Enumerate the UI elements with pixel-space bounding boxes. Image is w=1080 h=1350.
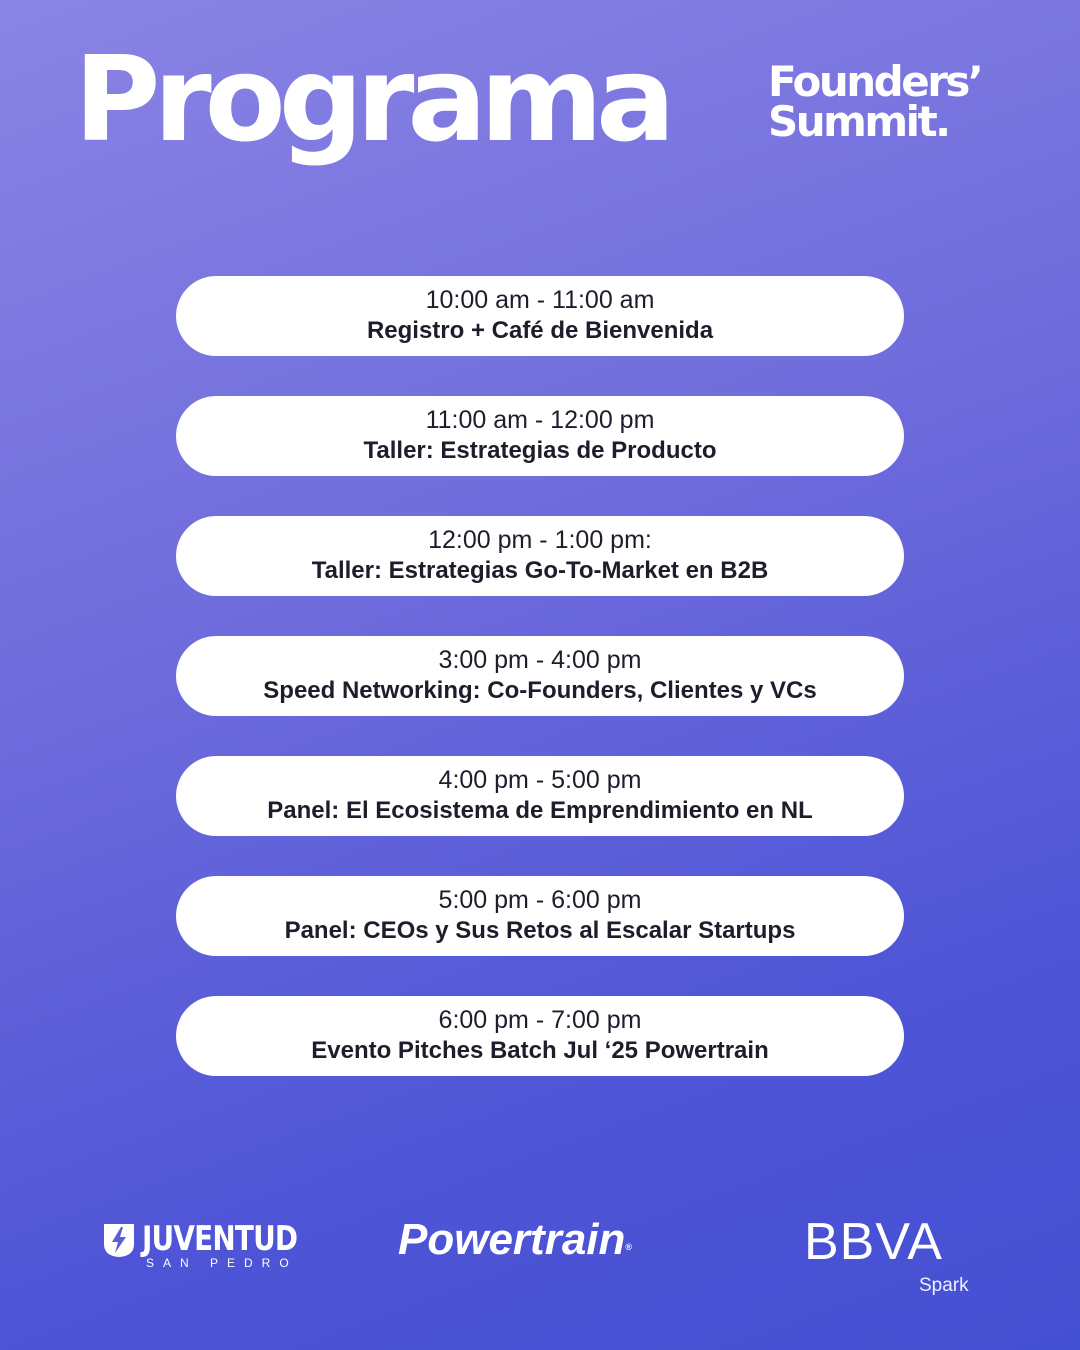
schedule-item <box>176 996 904 1076</box>
juventud-san-pedro-logo <box>102 1219 331 1270</box>
juventud-wordmark: JUVENTUD <box>142 1219 298 1259</box>
bbva-spark-label: Spark <box>919 1275 969 1296</box>
page-title: Programa <box>74 30 669 168</box>
schedule-event: Evento Pitches Batch Jul ‘25 Powertrain <box>311 1037 769 1064</box>
schedule-item <box>176 876 904 956</box>
schedule-event: Taller: Estrategias de Producto <box>363 437 717 464</box>
bbva-logo: BBVA <box>804 1213 943 1271</box>
powertrain-wordmark: Powertrain <box>398 1215 626 1264</box>
founders-summit-logo <box>768 57 982 146</box>
brand-line-1: Founders’ <box>768 57 982 106</box>
juventud-subtitle: SAN PEDRO <box>146 1256 298 1270</box>
schedule-item <box>176 516 904 596</box>
schedule-time: 12:00 pm - 1:00 pm: <box>428 526 652 554</box>
sponsor-logos <box>0 1210 1080 1310</box>
schedule-item <box>176 636 904 716</box>
schedule-event: Registro + Café de Bienvenida <box>366 317 714 344</box>
powertrain-logo <box>398 1215 633 1269</box>
schedule-item <box>176 396 904 476</box>
schedule-time: 5:00 pm - 6:00 pm <box>438 886 642 914</box>
schedule-event: Taller: Estrategias Go-To-Market en B2B <box>311 557 769 584</box>
registered-mark: ® <box>625 1242 633 1252</box>
schedule-event: Panel: El Ecosistema de Emprendimiento en NL <box>267 797 813 824</box>
schedule-time: 4:00 pm - 5:00 pm <box>438 766 642 794</box>
lightning-shield-icon <box>102 1222 136 1258</box>
schedule-list <box>176 276 904 1116</box>
schedule-time: 10:00 am - 11:00 am <box>425 286 655 314</box>
schedule-time: 11:00 am - 12:00 pm <box>425 406 655 434</box>
brand-line-2: Summit. <box>768 97 949 146</box>
schedule-time: 6:00 pm - 7:00 pm <box>438 1006 642 1034</box>
schedule-event: Speed Networking: Co-Founders, Clientes y VCs <box>263 677 817 704</box>
schedule-item <box>176 756 904 836</box>
schedule-event: Panel: CEOs y Sus Retos al Escalar Startups <box>284 917 796 944</box>
schedule-time: 3:00 pm - 4:00 pm <box>438 646 642 674</box>
schedule-item <box>176 276 904 356</box>
